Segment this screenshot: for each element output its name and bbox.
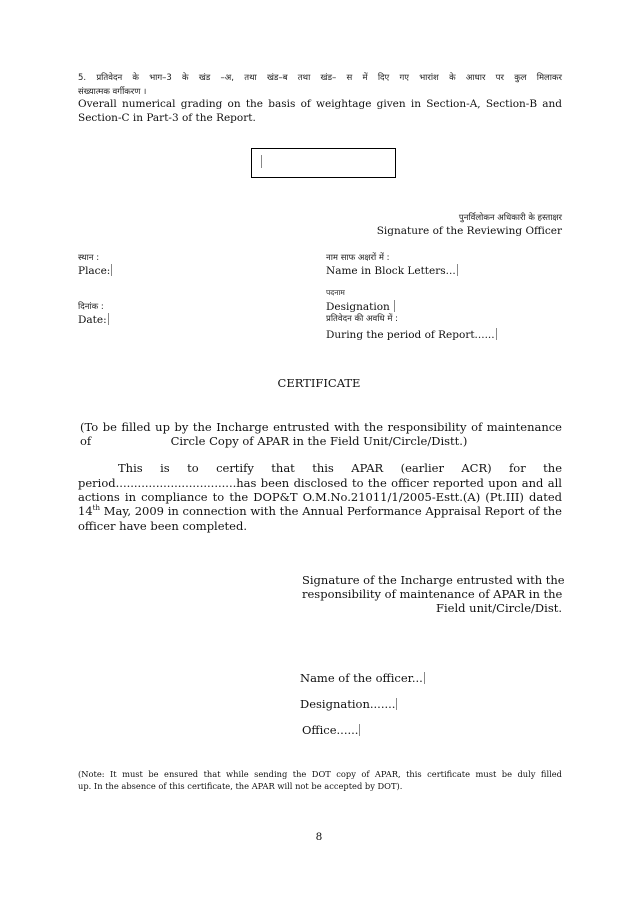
reviewing-officer-signature-label: Signature of the Reviewing Officer — [376, 225, 562, 237]
certificate-body-line5: officer have been completed. — [78, 519, 247, 533]
body-line4-text: May, 2009 in connection with the Annual Performance Appraisal Report of the — [99, 504, 562, 518]
period-field[interactable] — [326, 328, 497, 341]
section5-hindi-line2: संख्यात्मक वर्गीकरण । — [78, 87, 147, 97]
officer-name-field[interactable] — [300, 671, 425, 685]
date-hindi: दिनांक : — [78, 302, 104, 312]
reviewing-officer-signature-hindi: पुनर्विलोकन अधिकारी के हस्ताक्षर — [458, 213, 562, 223]
note-line2: up. In the absence of this certificate, the APAR will not be accepted by DOT). — [78, 781, 403, 791]
text-cursor — [496, 328, 497, 340]
page-number: 8 — [315, 831, 323, 843]
incharge-signature-line2: responsibility of maintenance of APAR in the — [302, 587, 563, 601]
certificate-body-line4 — [78, 504, 562, 518]
text-cursor — [261, 155, 262, 168]
officer-name-label: Name of the officer... — [300, 671, 423, 685]
incharge-signature-line3: Field unit/Circle/Dist. — [436, 601, 562, 615]
name-hindi: नाम साफ अक्षरों में : — [326, 253, 390, 263]
certificate-title: CERTIFICATE — [277, 376, 361, 390]
certificate-body-line2: period.................................has been disclosed to the officer reported upon and all — [78, 476, 562, 490]
designation-field[interactable] — [326, 300, 395, 313]
period-hindi: प्रतिवेदन की अवधि में : — [326, 314, 398, 324]
place-hindi: स्थान : — [78, 253, 100, 263]
name-field[interactable] — [326, 264, 458, 277]
certificate-instruction-line1: (To be filled up by the Incharge entrusted with the responsibility of maintenance of — [80, 420, 562, 448]
period-label: During the period of Report...... — [326, 329, 495, 341]
place-field[interactable] — [78, 264, 112, 277]
certificate-instruction-line2: Circle Copy of APAR in the Field Unit/Circle/Distt.) — [170, 434, 468, 448]
certificate-body-line1: This is to certify that this APAR (earlier ACR) for the — [118, 461, 562, 475]
text-cursor — [359, 724, 360, 736]
date-field[interactable] — [78, 313, 109, 326]
section5-hindi-line1: 5. प्रतिवेदन के भाग–3 के खंड –अ, तथा खंड–ब तथा खंड– स में दिए गए भारांश के आधार पर कुल मिलाकर — [78, 73, 562, 83]
date-day: 14 — [78, 504, 93, 518]
designation-hindi: पदनाम — [326, 288, 345, 297]
text-cursor — [424, 672, 425, 684]
date-day-suffix: th — [92, 504, 100, 513]
grading-input-box[interactable] — [251, 148, 396, 178]
name-label: Name in Block Letters... — [326, 265, 456, 277]
designation-label: Designation — [326, 301, 390, 313]
officer-designation-label: Designation....... — [300, 697, 396, 711]
text-cursor — [108, 313, 109, 325]
section5-english-line1: Overall numerical grading on the basis of weightage given in Section-A, Section-B and — [78, 98, 562, 110]
officer-office-field[interactable] — [302, 723, 360, 737]
certificate-body-line3: actions in compliance to the DOP&T O.M.No.21011/1/2005-Estt.(A) (Pt.III) dated — [78, 490, 562, 504]
text-cursor — [394, 300, 395, 312]
text-cursor — [457, 264, 458, 276]
incharge-signature-line1: Signature of the Incharge entrusted with the — [302, 573, 565, 587]
text-cursor — [111, 264, 112, 276]
text-cursor — [396, 698, 397, 710]
place-label: Place: — [78, 265, 111, 277]
officer-designation-field[interactable] — [300, 697, 397, 711]
date-label: Date: — [78, 314, 107, 326]
note-line1: (Note: It must be ensured that while sending the DOT copy of APAR, this certificate must be duly filled — [78, 769, 562, 779]
officer-office-label: Office...... — [302, 723, 359, 737]
section5-english-line2: Section-C in Part-3 of the Report. — [78, 112, 256, 124]
